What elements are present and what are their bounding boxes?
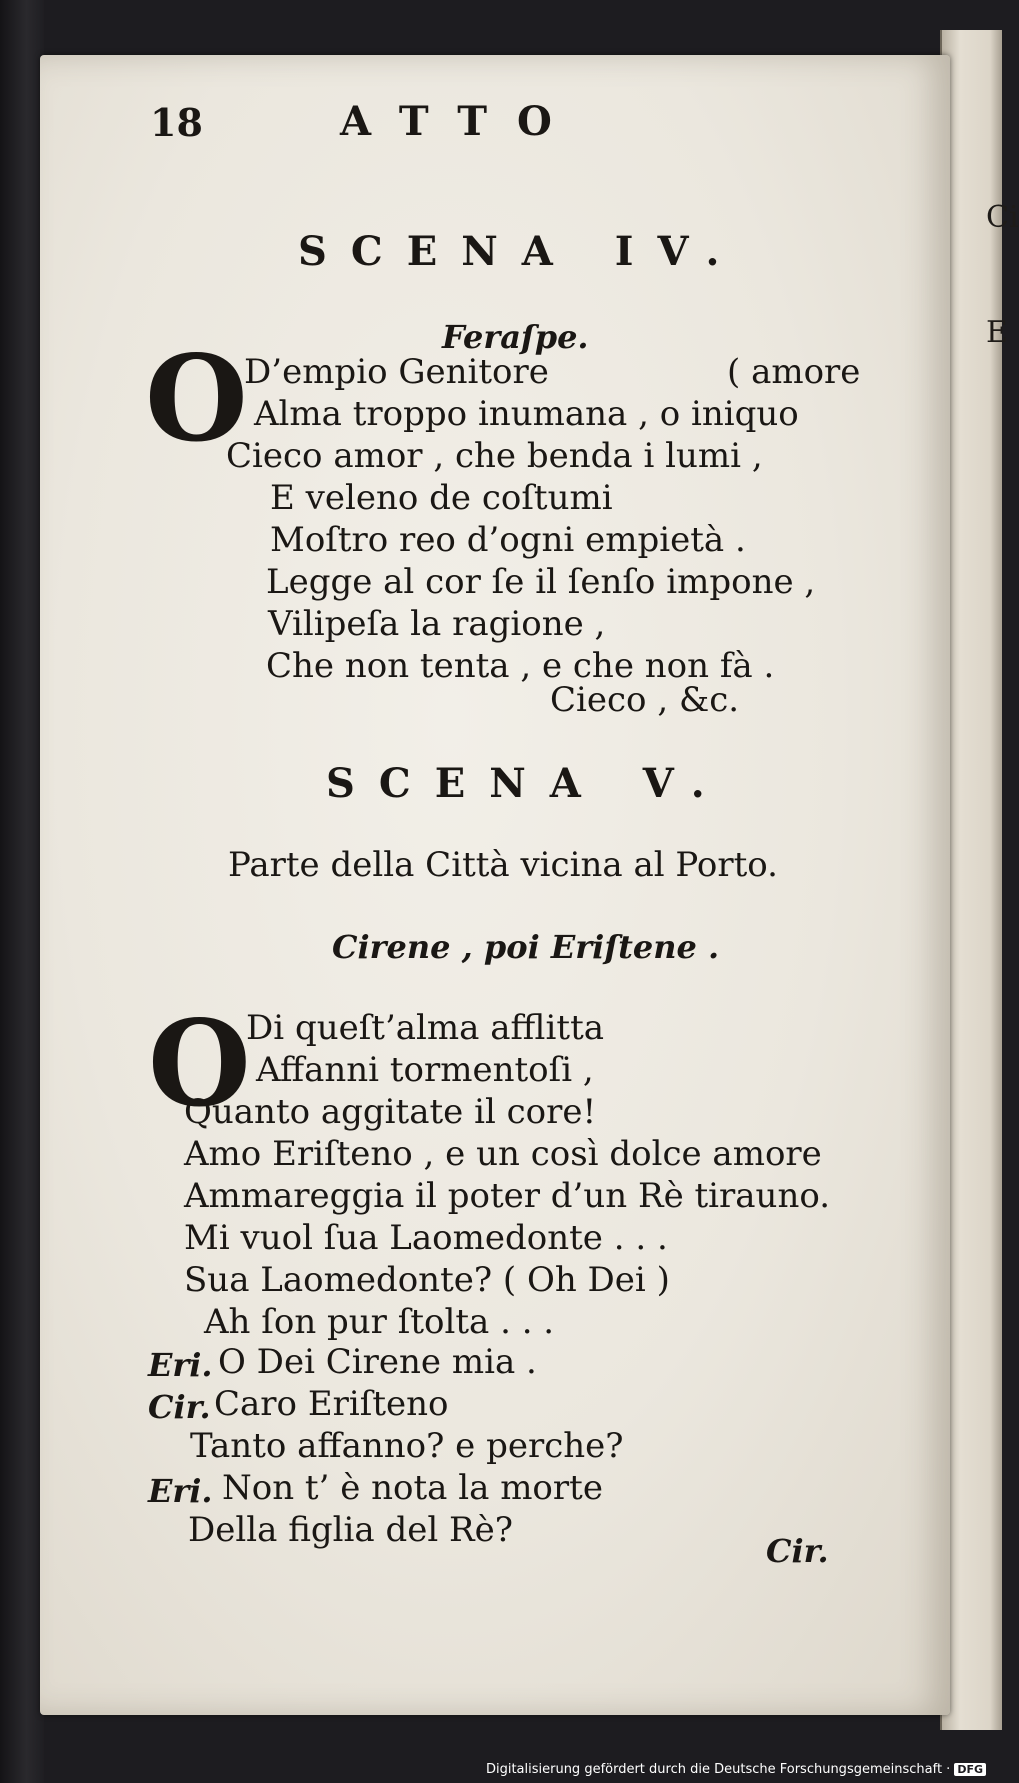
book-binding <box>0 0 44 1783</box>
verse-line: O Dei Cirene mia . <box>218 1342 537 1382</box>
credit-text: Digitalisierung gefördert durch die Deutsche Forschungsgemeinschaft · <box>485 1762 951 1777</box>
verse-line: Non t’ è nota la morte <box>222 1468 603 1508</box>
verse-line: Caro Eriſteno <box>214 1384 449 1424</box>
scene-v-characters: Cirene , poi Eriſtene . <box>332 928 720 966</box>
verse-line: Della figlia del Rè? <box>188 1510 513 1550</box>
verse-line: Ammareggia il poter d’un Rè tirauno. <box>184 1176 831 1216</box>
verse-line: Sua Laomedonte? ( Oh Dei ) <box>184 1260 670 1300</box>
speaker-cir: Cir. <box>148 1388 211 1426</box>
verse-line: Affanni tormentoſi , <box>256 1050 594 1090</box>
verse-line: Vilipeſa la ragione , <box>268 604 606 644</box>
verse-line: Che non tenta , e che non fà . <box>266 646 775 686</box>
scene-iv-title: SCENA IV. <box>298 228 744 275</box>
speaker-eri: Eri. <box>148 1472 213 1510</box>
verse-line: Moſtro reo d’ogni empietà . <box>270 520 746 560</box>
verse-line: D’empio Genitore <box>244 352 549 392</box>
drop-cap-o: O <box>148 994 251 1133</box>
verse-line: Alma troppo inumana , o iniquo <box>254 394 799 434</box>
verse-line: Cieco amor , che benda i lumi , <box>226 436 763 476</box>
verse-line: Ah ſon pur ſtolta . . . <box>204 1302 555 1342</box>
adjacent-page-text: Ci <box>986 200 1019 235</box>
scene-iv-speaker: Feraſpe. <box>442 318 589 356</box>
drop-cap-o: O <box>145 329 248 468</box>
verse-line: Legge al cor ſe il ſenſo impone , <box>266 562 816 602</box>
verse-line: Tanto affanno? e perche? <box>190 1426 624 1466</box>
verse-line: Mi vuol ſua Laomedonte . . . <box>184 1218 668 1258</box>
verse-line: Di queſt’alma afflitta <box>246 1008 605 1048</box>
scene-setting: Parte della Città vicina al Porto. <box>228 845 778 885</box>
verse-line: Cieco , &c. <box>550 680 740 720</box>
scene-v-title: SCENA V. <box>326 760 729 807</box>
book-page <box>40 55 950 1715</box>
speaker-eri: Eri. <box>148 1346 213 1384</box>
page-number: 18 <box>150 100 203 145</box>
dfg-logo: DFG <box>954 1763 986 1776</box>
catchword: Cir. <box>766 1532 829 1570</box>
verse-line: Quanto aggitate il core! <box>184 1092 597 1132</box>
running-head: ATTO <box>340 98 582 145</box>
verse-line: E veleno de coſtumi <box>270 478 613 518</box>
adjacent-page-text: E <box>986 315 1008 350</box>
verse-line: ( amore <box>727 352 861 392</box>
digitization-credit <box>486 1762 986 1777</box>
verse-line: Amo Eriſteno , e un così dolce amore <box>184 1134 822 1174</box>
